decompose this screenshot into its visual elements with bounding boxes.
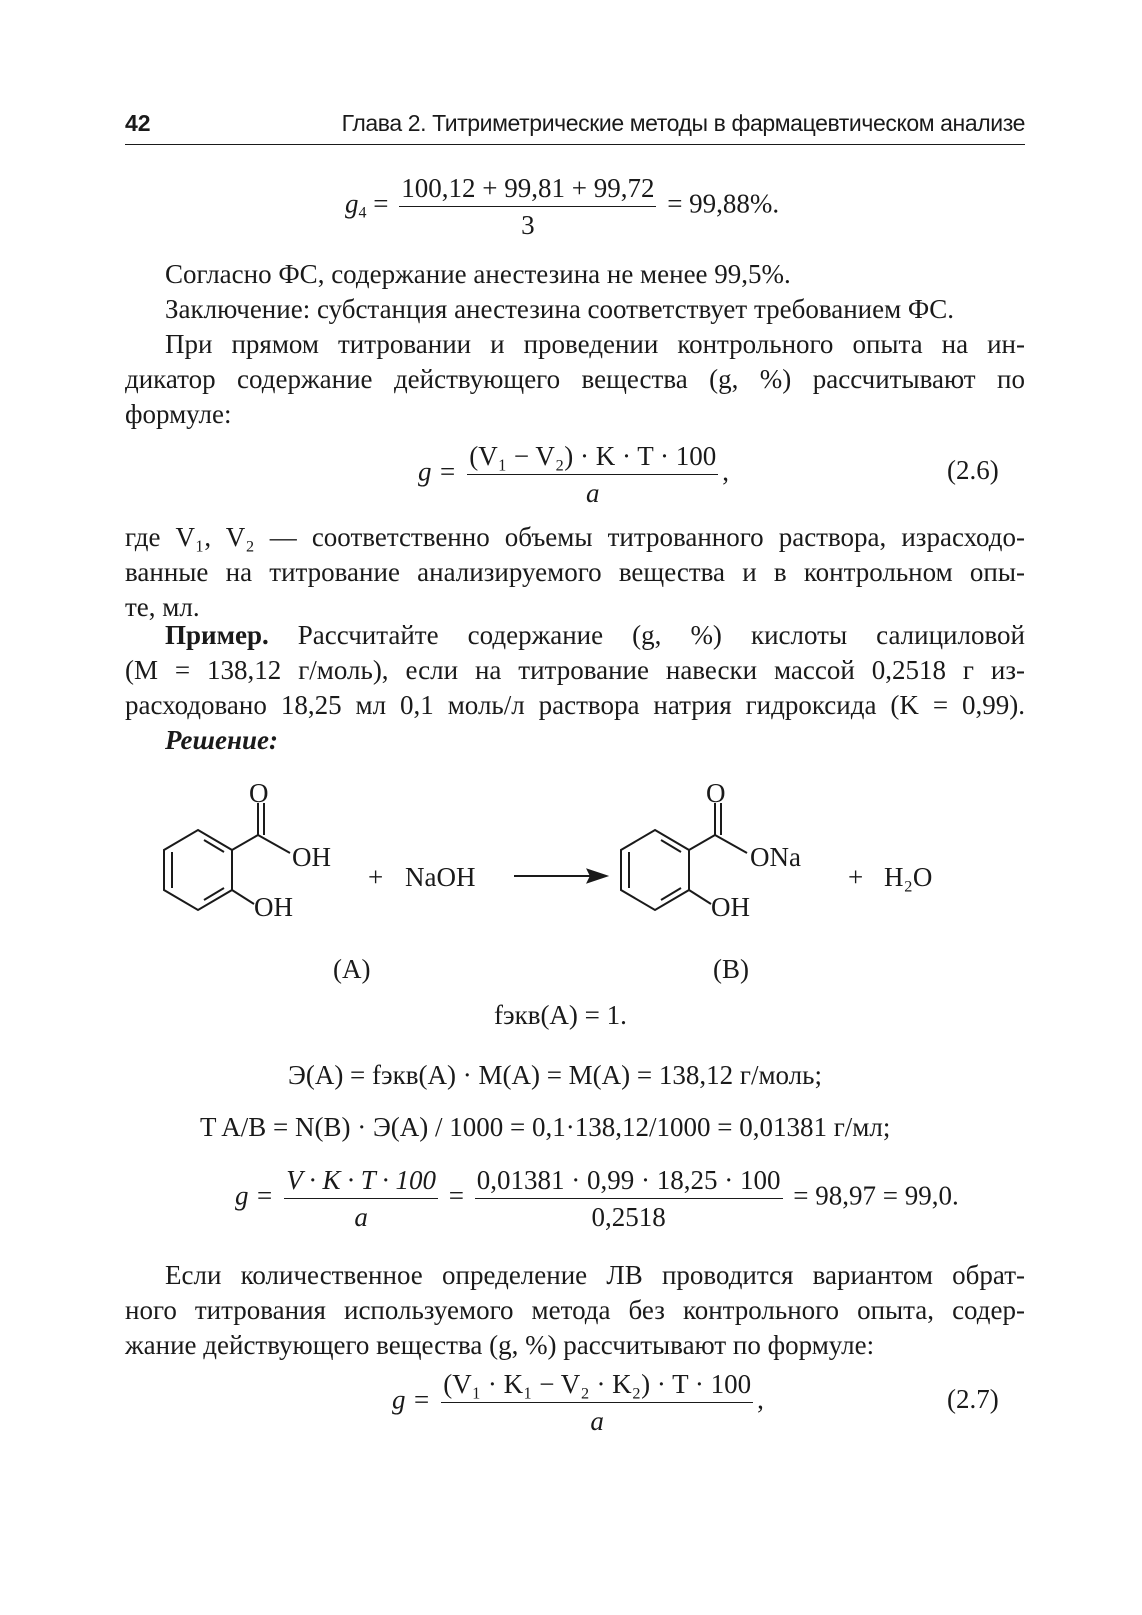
example-line2: (M = 138,12 г/моль), если на титрование навески массой 0,2518 г из- bbox=[125, 655, 1025, 685]
paragraph-direct-line1: При прямом титровании и проведении контрольного опыта на ин- bbox=[165, 329, 1025, 359]
eq27-fraction bbox=[441, 1366, 753, 1439]
running-header bbox=[125, 108, 1025, 145]
eq26-lhs: g = bbox=[418, 456, 457, 487]
acid-oh-phenol: OH bbox=[254, 892, 293, 922]
equation-g4: $g_4$ = $\frac{100,12 + 99,81 + 99,72}{3}$ = 99,88%. bbox=[345, 170, 779, 243]
acid-carbonyl-o: O bbox=[249, 778, 269, 808]
eq27-numerator: (V₁ · K₁ − V₂ · K₂) · T · 100 bbox=[441, 1366, 753, 1403]
chapter-title: Глава 2. Титриметрические методы в фармацевтическом анализе bbox=[341, 110, 1025, 136]
g4-lhs: g bbox=[345, 188, 359, 219]
paragraph-direct-line2: дикатор содержание действующего вещества (g, %) рассчитывают по bbox=[125, 364, 1025, 394]
paragraph-back-line2: ного титрования используемого метода без контрольного опыта, содер- bbox=[125, 1295, 1025, 1325]
salt-oh-phenol: OH bbox=[711, 892, 750, 922]
equation-number-2-7: (2.7) bbox=[947, 1384, 999, 1414]
calc4-denominator2: 0,2518 bbox=[591, 1202, 666, 1232]
reagent-naoh: NaOH bbox=[405, 862, 476, 892]
eq27-trail: , bbox=[757, 1384, 764, 1415]
plus-sign-1: + bbox=[368, 862, 384, 892]
reaction-drawing bbox=[0, 770, 1142, 990]
calc-line2: Э(A) = fэкв(A) · M(A) = M(A) = 138,12 г/моль; bbox=[288, 1060, 822, 1090]
eq26-denominator: a bbox=[586, 478, 600, 508]
calc4-fraction2 bbox=[475, 1162, 783, 1235]
paragraph-conclusion: Заключение: субстанция анестезина соответствует требованием ФС. bbox=[165, 294, 954, 324]
calc4-fraction1 bbox=[284, 1162, 438, 1235]
eq26-numerator: (V₁ − V₂) · K · T · 100 bbox=[467, 438, 718, 475]
paragraph-example bbox=[125, 618, 1025, 723]
equation-2-6 bbox=[418, 438, 729, 511]
reaction-arrow bbox=[514, 870, 606, 882]
solution-heading bbox=[125, 723, 1025, 758]
calc4-equals: = bbox=[448, 1180, 465, 1211]
paragraph-where bbox=[125, 520, 1025, 625]
product-water: H₂O bbox=[884, 862, 933, 892]
acid-oh-carboxyl: OH bbox=[292, 842, 331, 872]
paragraph-direct-titration bbox=[125, 327, 1025, 432]
salt-ona: ONa bbox=[750, 842, 801, 872]
page-number: 42 bbox=[125, 110, 151, 136]
paragraph-direct-line3: формуле: bbox=[125, 399, 232, 429]
g4-lhs-sub: 4 bbox=[358, 204, 367, 222]
paragraph-where-line1: где V₁, V₂ — соответственно объемы титрованного раствора, израсходо- bbox=[125, 522, 1025, 552]
equation-number-2-6: (2.6) bbox=[947, 455, 999, 485]
label-a: (A) bbox=[333, 954, 371, 984]
calc4-numerator1: V · K · T · 100 bbox=[284, 1162, 438, 1199]
g4-result: = 99,88%. bbox=[667, 188, 780, 219]
equation-2-7 bbox=[392, 1366, 764, 1439]
example-line3: расходовано 18,25 мл 0,1 моль/л раствора натрия гидроксида (K = 0,99). bbox=[125, 690, 1025, 720]
calc-line1: fэкв(A) = 1. bbox=[494, 1000, 627, 1030]
salt-carbonyl-o: O bbox=[706, 778, 726, 808]
example-line1 bbox=[125, 618, 1025, 653]
calc-line4 bbox=[235, 1162, 959, 1235]
paragraph-back-line3: жание действующего вещества (g, %) рассчитывают по формуле: bbox=[125, 1330, 875, 1360]
solution-label: Решение: bbox=[165, 725, 278, 755]
example-line1-text: Рассчитайте содержание (g, %) кислоты салициловой bbox=[297, 620, 1025, 650]
plus-sign-2: + bbox=[848, 862, 864, 892]
eq26-fraction bbox=[467, 438, 718, 511]
g4-denominator: 3 bbox=[521, 210, 535, 240]
paragraph-where-line3: те, мл. bbox=[125, 592, 200, 622]
reaction-scheme bbox=[0, 770, 1142, 990]
eq26-trail: , bbox=[722, 456, 730, 487]
calc4-lhs: g = bbox=[235, 1180, 274, 1211]
paragraph-fs: Согласно ФС, содержание анестезина не менее 99,5%. bbox=[165, 259, 791, 289]
eq27-denominator: a bbox=[590, 1406, 604, 1436]
calc-line3: T A/B = N(B) · Э(A) / 1000 = 0,1·138,12/1000 = 0,01381 г/мл; bbox=[200, 1112, 891, 1142]
calc4-numerator2: 0,01381 · 0,99 · 18,25 · 100 bbox=[475, 1162, 783, 1199]
calc4-result: = 98,97 = 99,0. bbox=[793, 1180, 959, 1211]
paragraph-where-line2: ванные на титрование анализируемого вещества и в контрольном опы- bbox=[125, 557, 1025, 587]
g4-fraction bbox=[399, 170, 656, 243]
label-b: (B) bbox=[713, 954, 749, 984]
example-label: Пример. bbox=[165, 620, 269, 650]
g4-numerator: 100,12 + 99,81 + 99,72 bbox=[399, 170, 656, 207]
eq27-lhs: g = bbox=[392, 1384, 431, 1415]
paragraph-back-line1: Если количественное определение ЛВ проводится вариантом обрат- bbox=[165, 1260, 1025, 1290]
paragraph-back-titration bbox=[125, 1258, 1025, 1363]
calc4-denominator1: a bbox=[354, 1202, 368, 1232]
